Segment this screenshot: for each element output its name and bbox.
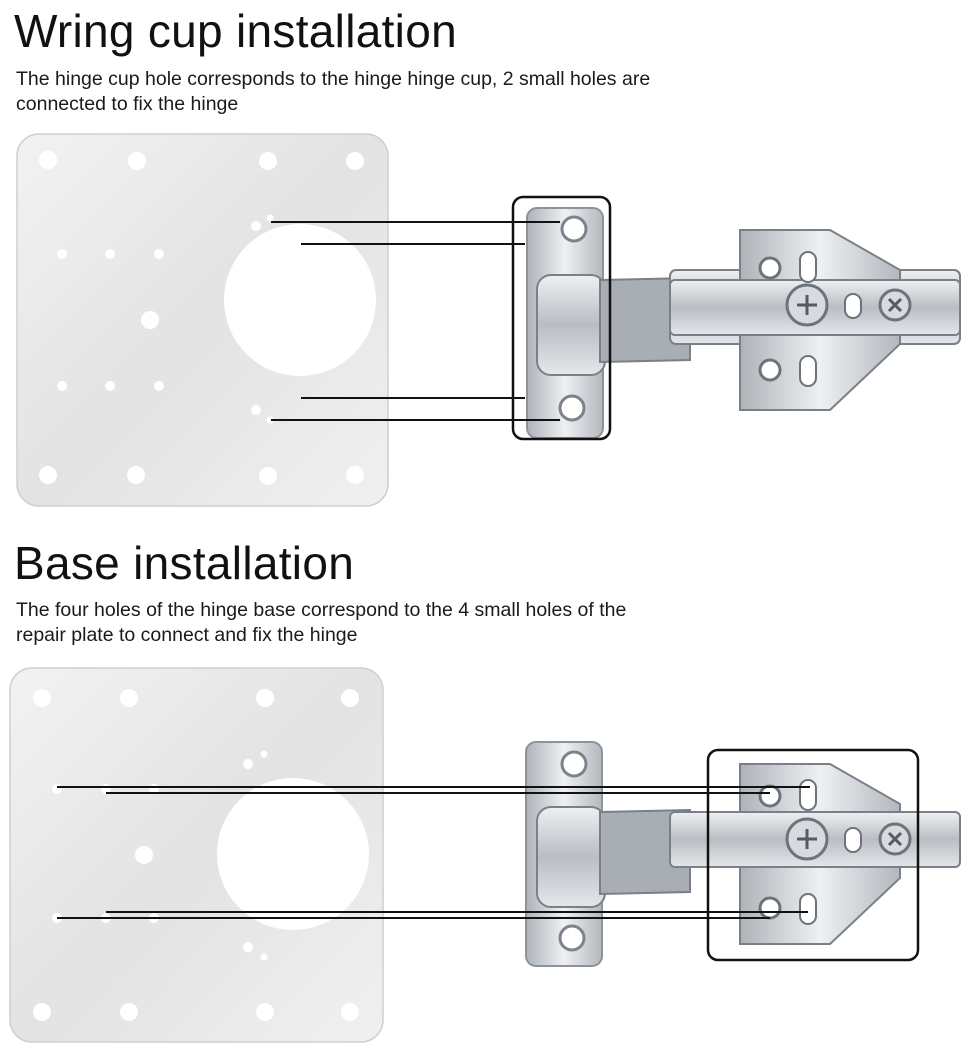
hinge [527,208,960,438]
hinge-cup-hole [224,224,376,376]
section-title-wring-cup: Wring cup installation [14,5,457,57]
description-line: The hinge cup hole corresponds to the hinge hinge cup, 2 small holes are [16,68,651,90]
hinge-cup [537,807,605,907]
section-description-base [16,598,816,648]
description-line: The four holes of the hinge base correspond to the 4 small holes of the [16,599,627,621]
base-diagram [0,662,969,1050]
hinge-cup [537,275,605,375]
wring-cup-diagram [0,130,969,510]
section-title-base: Base installation [14,537,355,589]
hinge-cup-hole [217,778,369,930]
section-description-wring-cup [16,67,816,117]
hinge [526,742,960,966]
repair-plate [10,668,383,1042]
repair-plate [17,134,388,506]
description-line: repair plate to connect and fix the hinge [16,624,358,646]
description-line: connected to fix the hinge [16,93,239,115]
